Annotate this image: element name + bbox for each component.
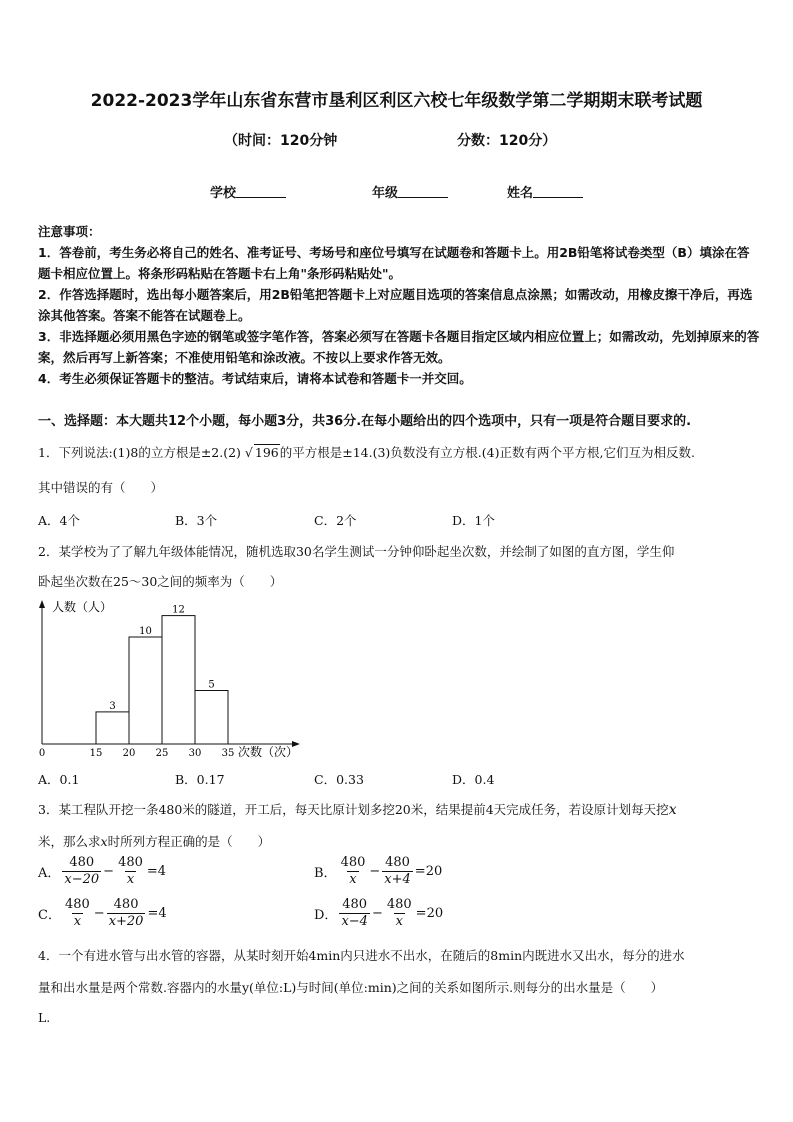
numerator: 480 [118,855,143,870]
x-tick-label: 25 [155,748,169,759]
q3-option-b[interactable] [314,855,442,888]
numerator: 480 [69,855,95,870]
q3-option-c[interactable] [38,897,167,930]
q3-option-a[interactable] [38,855,166,888]
q1-option-a[interactable]: A．4个 [38,513,80,528]
x-tick-label: 20 [122,748,136,759]
x-tick-label: 30 [188,748,202,759]
option-label: A． [38,866,61,881]
denominator: x+20 [108,914,144,929]
note-item: 4．考生必须保证答题卡的整洁。考试结束后，请将本试卷和答题卡一并交回。 [38,371,472,386]
x-tick-label: 15 [89,748,103,759]
note-item: 1．答卷前，考生务必将自己的姓名、准考证号、考场号和座位号填写在试题卷和答题卡上。用2B铅笔将试卷类型（B）填涂在答题卡相应位置上。将条形码粘贴在答题卡右上角"条形码粘贴处"。 [38,245,750,281]
q2-line2: 卧起坐次数在25～30之间的频率为（ ） [38,574,283,589]
y-axis-arrow [39,600,45,608]
grade-field [372,182,448,201]
q1-text-a: 1．下列说法:(1)8的立方根是±2.(2) [38,445,245,460]
question-1 [38,443,695,461]
denominator: x [395,914,403,929]
q4-line1: 4．一个有进水管与出水管的容器，从某时刻开始4min内只进水不出水，在随后的8min内既进水又出水，每分的进水 [38,948,685,963]
section-heading: 一、选择题：本大题共12个小题，每小题3分，共36分.在每小题给出的四个选项中，只有一项是符合题目要求的. [38,414,692,429]
x-axis-label: 次数（次） [238,745,299,759]
school-label: 学校 [210,186,237,201]
sqrt-symbol: √ [244,445,253,460]
q2-option-c[interactable]: C．0.33 [314,772,364,787]
x-tick-label: 35 [221,748,235,759]
y-axis-label: 人数（人） [52,600,113,614]
fraction [385,897,414,930]
q3-var: x [668,802,677,818]
denominator: x+4 [384,872,411,887]
notes-heading: 注意事项： [38,224,101,239]
exam-score: 分数：120分） [457,133,557,149]
q1-radicand: 196 [254,445,279,460]
bar-value-label: 10 [139,626,152,637]
q2-option-d[interactable]: D．0.4 [452,772,495,787]
q2-option-a[interactable]: A．0.1 [38,772,80,787]
x-tick-label: 0 [38,748,46,759]
minus-sign: − [371,906,383,921]
minus-sign: − [369,864,381,879]
q1-line2: 其中错误的有（ ） [38,480,164,495]
numerator: 480 [385,855,410,870]
q1-text-b: 的平方根是±14.(3)负数没有立方根.(4)正数有两个平方根,它们互为相反数. [279,445,695,460]
name-field [507,182,583,201]
fraction [382,855,413,888]
histogram-bar [195,691,228,745]
fraction [339,897,370,930]
minus-sign: − [93,906,105,921]
name-label: 姓名 [507,186,534,201]
q3-option-d[interactable] [314,897,443,930]
notes-block [38,221,760,389]
fraction [62,855,101,888]
q1-option-b[interactable]: B．3个 [175,513,218,528]
q3-line2-b: 时所列方程正确的是（ ） [107,834,271,849]
option-label: B． [314,866,337,881]
note-item: 2．作答选择题时，选出每小题答案后，用2B铅笔把答题卡上对应题目选项的答案信息点涂黑；如需改动，用橡皮擦干净后，再选涂其他答案。答案不能答在试题卷上。 [38,287,753,323]
fraction [107,897,146,930]
page-title: 2022-2023学年山东省东营市垦利区利区六校七年级数学第二学期期末联考试题 [90,91,703,111]
q2-line1: 2．某学校为了了解九年级体能情况，随机选取30名学生测试一分钟仰卧起坐次数，并绘制了如图的直方图，学生仰 [38,544,675,559]
q4-line2: 量和出水量是两个常数.容器内的水量y(单位:L)与时间(单位:min)之间的关系如图所示.则每分的出水量是（ ） [38,980,664,995]
note-item: 3．非选择题必须用黑色字迹的钢笔或签字笔作答，答案必须写在答题卡各题目指定区域内相应位置上；如需改动，先划掉原来的答案，然后再写上新答案；不准使用铅笔和涂改液。不按以上要求作答无效。 [38,329,760,365]
bar-value-label: 5 [208,679,215,691]
numerator: 480 [113,897,139,912]
option-label: C． [38,908,61,923]
numerator: 480 [340,855,366,870]
exam-time: （时间：120分钟 [224,133,338,149]
histogram-bar [129,637,162,744]
histogram-bar [96,712,129,744]
q4-line3: L. [38,1010,51,1025]
fraction [116,855,145,888]
q2-option-b[interactable]: B．0.17 [175,772,225,787]
denominator: x−20 [64,872,100,887]
denominator: x [126,872,135,887]
q3-line1 [38,800,677,818]
minus-sign: − [103,864,115,879]
denominator: x [73,914,82,929]
bar-value-label: 3 [109,700,116,712]
q3-var-inline: x [100,834,108,849]
q3-line2 [38,832,270,850]
denominator: x [349,872,357,887]
histogram-bar [162,616,195,744]
q3-line2-a: 米，那么求 [38,834,101,849]
school-field [210,182,286,201]
rhs: =20 [415,906,444,921]
rhs: =4 [147,906,167,921]
rhs: =4 [146,864,167,879]
numerator: 480 [64,897,90,912]
rhs: =20 [414,864,443,879]
grade-blank [398,185,448,198]
option-label: D． [314,908,338,923]
grade-label: 年级 [372,186,399,201]
fraction [339,855,368,888]
q3-line1-text: 3．某工程队开挖一条480米的隧道，开工后，每天比原计划多挖20米，结果提前4天完成任务，若设原计划每天挖 [38,802,669,817]
school-blank [236,185,286,198]
name-blank [533,185,583,198]
bar-value-label: 12 [172,604,185,616]
q1-option-d[interactable]: D．1个 [452,513,495,528]
denominator: x−4 [341,914,368,929]
q1-option-c[interactable]: C．2个 [314,513,357,528]
numerator: 480 [342,897,368,912]
histogram-chart [30,596,320,766]
numerator: 480 [386,897,412,912]
fraction [63,897,92,930]
